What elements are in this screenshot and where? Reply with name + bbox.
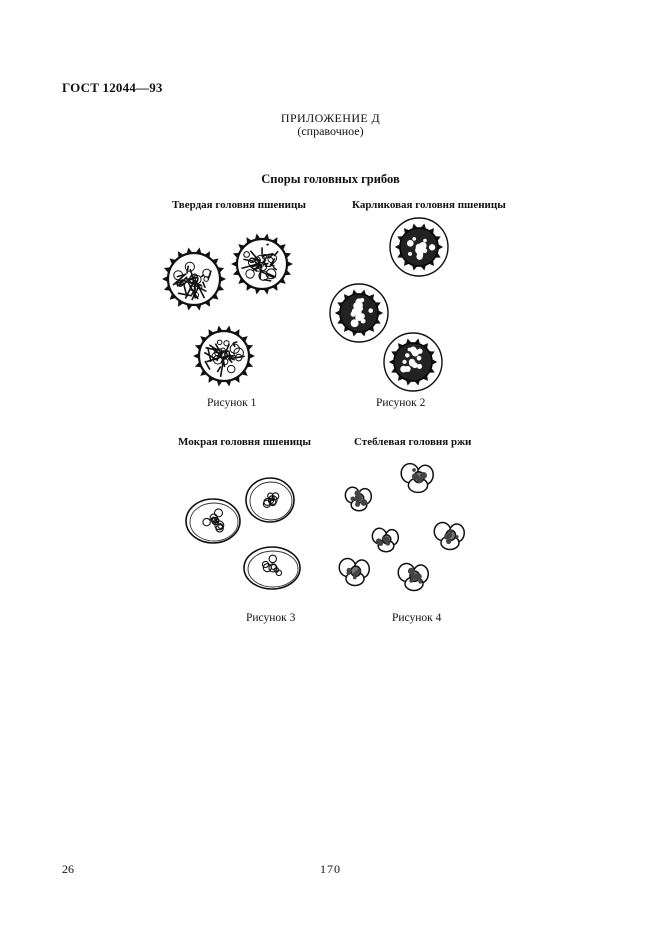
page-number-center: 170 bbox=[320, 862, 341, 876]
spore-1c bbox=[193, 325, 255, 386]
spore-1b bbox=[231, 233, 293, 294]
spore-ball-4e bbox=[339, 559, 369, 586]
figure-2-subtitle: Карликовая головня пшеницы bbox=[352, 199, 506, 211]
appendix-label: ПРИЛОЖЕНИЕ Д bbox=[280, 111, 381, 125]
spore-2a bbox=[390, 218, 448, 276]
page-title: Споры головных грибов bbox=[261, 172, 400, 186]
figure-2-caption: Рисунок 2 bbox=[376, 397, 426, 409]
spore-3a bbox=[186, 499, 240, 543]
spore-3b bbox=[246, 478, 294, 522]
spore-1a bbox=[162, 247, 226, 310]
spore-ball-4d bbox=[434, 523, 464, 550]
figure-4-subtitle: Стеблевая головня ржи bbox=[354, 436, 472, 448]
spore-ball-4c bbox=[372, 528, 398, 551]
spore-ball-4f bbox=[398, 564, 428, 591]
figure-1-subtitle: Твердая головня пшеницы bbox=[172, 199, 306, 211]
spore-2b bbox=[330, 284, 388, 342]
spore-ball-4a bbox=[401, 464, 433, 493]
spore-ball-4b bbox=[345, 487, 371, 510]
figure-1-caption: Рисунок 1 bbox=[207, 397, 257, 409]
figure-4-caption: Рисунок 4 bbox=[392, 612, 442, 624]
spore-3c bbox=[244, 547, 300, 589]
spore-2c bbox=[384, 333, 442, 391]
figure-3-subtitle: Мокрая головня пшеницы bbox=[178, 436, 311, 448]
page-number-left: 26 bbox=[62, 862, 74, 876]
figure-3-caption: Рисунок 3 bbox=[246, 612, 296, 624]
document-code: ГОСТ 12044—93 bbox=[62, 80, 163, 95]
appendix-note: (справочное) bbox=[297, 124, 364, 138]
